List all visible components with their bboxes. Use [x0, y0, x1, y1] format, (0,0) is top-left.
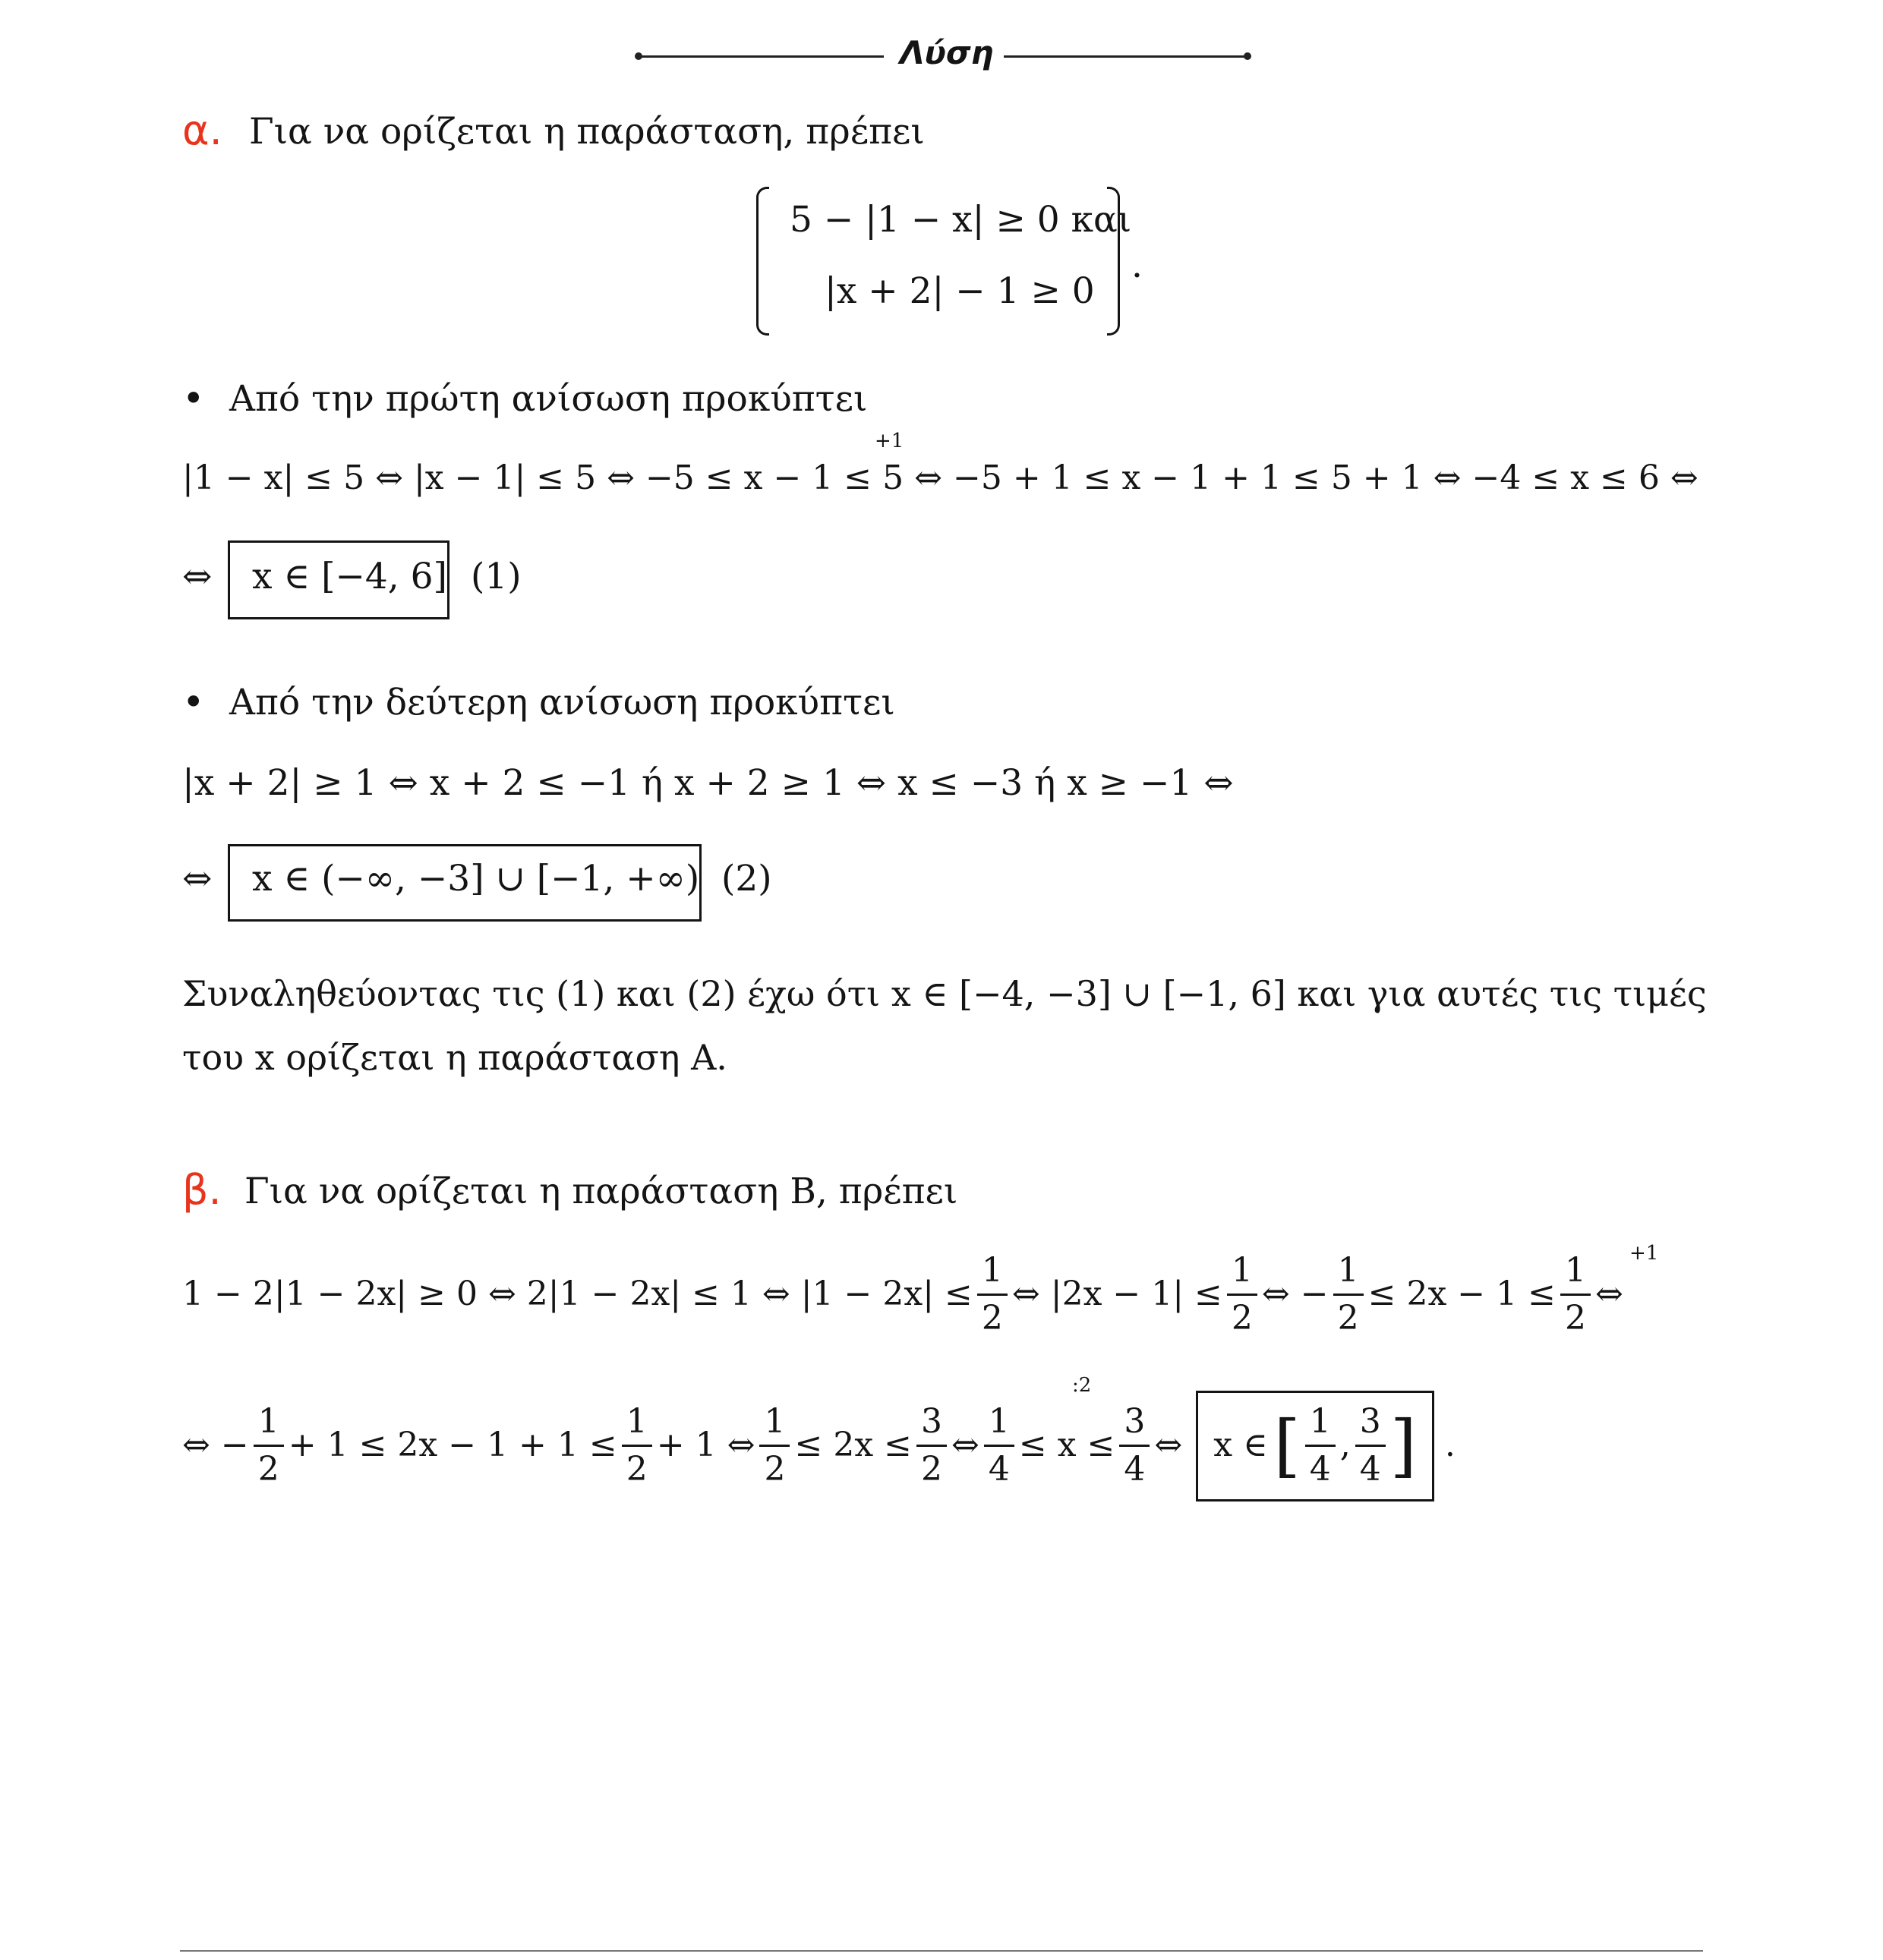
- eq-b1-part-a: 1 − 2|1 − 2x| ≥ 0 ⇔ 2|1 − 2x| ≤ 1 ⇔ |1 − 2x| ≤: [182, 1275, 973, 1314]
- fraction-half-4: $\frac{1}{2}$: [1560, 1253, 1591, 1338]
- bullet-2-text: Από την δεύτερη ανίσωση προκύπτει: [229, 682, 895, 723]
- fraction-three-quarters: $\frac{3}{4}$: [1119, 1404, 1150, 1489]
- fraction-quarter: $\frac{1}{4}$: [984, 1404, 1014, 1489]
- eq-b2-part-e: ⇔: [951, 1426, 979, 1465]
- equation-b1: [182, 1253, 1623, 1338]
- title-right-dot: [1244, 52, 1251, 60]
- result-1: x ∈ [−4, 6]: [252, 556, 447, 597]
- fraction-half-1: $\frac{1}{2}$: [977, 1253, 1008, 1338]
- system-left-brace: [756, 187, 769, 336]
- tag-2: (2): [721, 858, 772, 900]
- solution-title: Λύση: [900, 34, 994, 71]
- plus-one-annotation: +1: [875, 430, 904, 452]
- eq-b1-part-c: ⇔ −: [1261, 1275, 1329, 1314]
- fraction-half-6: $\frac{1}{2}$: [622, 1404, 652, 1489]
- system-period: .: [1131, 244, 1143, 286]
- eq-b2-part-f: ≤ x ≤: [1018, 1426, 1115, 1465]
- tag-1: (1): [471, 556, 522, 597]
- result-box-3: [1196, 1391, 1434, 1502]
- fraction-three-halves: $\frac{3}{2}$: [916, 1404, 947, 1489]
- bullet-2: •: [182, 680, 205, 724]
- equiv-a2-result: ⇔: [182, 858, 213, 900]
- fraction-half-2: $\frac{1}{2}$: [1227, 1253, 1257, 1338]
- eq-b1-part-d: ≤ 2x − 1 ≤: [1367, 1275, 1556, 1314]
- conclusion-line-2: του x ορίζεται η παράσταση Α.: [182, 1037, 727, 1078]
- title-right-rule: [1004, 55, 1247, 58]
- bullet-1: •: [182, 377, 205, 421]
- conclusion-line-1: Συναληθεύοντας τις (1) και (2) έχω ότι x ∈ [−4, −3] ∪ [−1, 6] και για αυτές τις τιμές: [182, 973, 1707, 1014]
- fraction-half-3: $\frac{1}{2}$: [1333, 1253, 1364, 1338]
- eq-b2-part-a: ⇔ −: [182, 1426, 249, 1465]
- eq-b1-part-b: ⇔ |2x − 1| ≤: [1011, 1275, 1222, 1314]
- equation-a2: |x + 2| ≥ 1 ⇔ x + 2 ≤ −1 ή x + 2 ≥ 1 ⇔ x ≤ −3 ή x ≥ −1 ⇔: [182, 762, 1234, 804]
- bullet-1-text: Από την πρώτη ανίσωση προκύπτει: [229, 378, 868, 420]
- system-right-brace: [1107, 187, 1120, 336]
- eq-b2-part-d: ≤ 2x ≤: [794, 1426, 912, 1465]
- title-left-rule: [639, 55, 884, 58]
- equation-a1: |1 − x| ≤ 5 ⇔ |x − 1| ≤ 5 ⇔ −5 ≤ x − 1 ≤ 5 ⇔ −5 + 1 ≤ x − 1 + 1 ≤ 5 + 1 ⇔ −4 ≤ x ≤ 6 ⇔: [182, 458, 1698, 497]
- footer-rule: [180, 1950, 1703, 1952]
- eq-b2-part-c: + 1 ⇔: [656, 1426, 755, 1465]
- result-3-period: .: [1444, 1426, 1456, 1465]
- part-a-intro: Για να ορίζεται η παράσταση, πρέπει: [249, 111, 925, 153]
- div-two-annotation: :2: [1072, 1374, 1092, 1397]
- eq-b1-part-e: ⇔: [1595, 1275, 1623, 1314]
- result-3-prefix: x ∈: [1213, 1426, 1268, 1465]
- equation-b2: [182, 1391, 1456, 1502]
- result-3-comma: ,: [1339, 1426, 1351, 1465]
- result-fraction-quarter: $\frac{1}{4}$: [1305, 1404, 1336, 1489]
- system-line-2: |x + 2| − 1 ≥ 0: [825, 270, 1095, 312]
- eq-b2-part-b: + 1 ≤ 2x − 1 + 1 ≤: [288, 1426, 617, 1465]
- equiv-a1-result: ⇔: [182, 556, 213, 597]
- plus-one-annotation-b: +1: [1629, 1242, 1659, 1265]
- eq-b2-part-g: ⇔: [1154, 1426, 1183, 1465]
- fraction-half-5: $\frac{1}{2}$: [254, 1404, 284, 1489]
- part-b-label: β.: [182, 1166, 222, 1214]
- fraction-half-7: $\frac{1}{2}$: [759, 1404, 790, 1489]
- result-fraction-three-quarters: $\frac{3}{4}$: [1355, 1404, 1386, 1489]
- result-2: x ∈ (−∞, −3] ∪ [−1, +∞): [252, 858, 700, 900]
- part-a-label: α.: [182, 106, 222, 154]
- result-3-right-bracket: ]: [1389, 1405, 1417, 1486]
- part-b-intro: Για να ορίζεται η παράσταση Β, πρέπει: [244, 1171, 958, 1212]
- system-line-1: 5 − |1 − x| ≥ 0 και: [790, 199, 1132, 241]
- result-3-left-bracket: [: [1273, 1405, 1301, 1486]
